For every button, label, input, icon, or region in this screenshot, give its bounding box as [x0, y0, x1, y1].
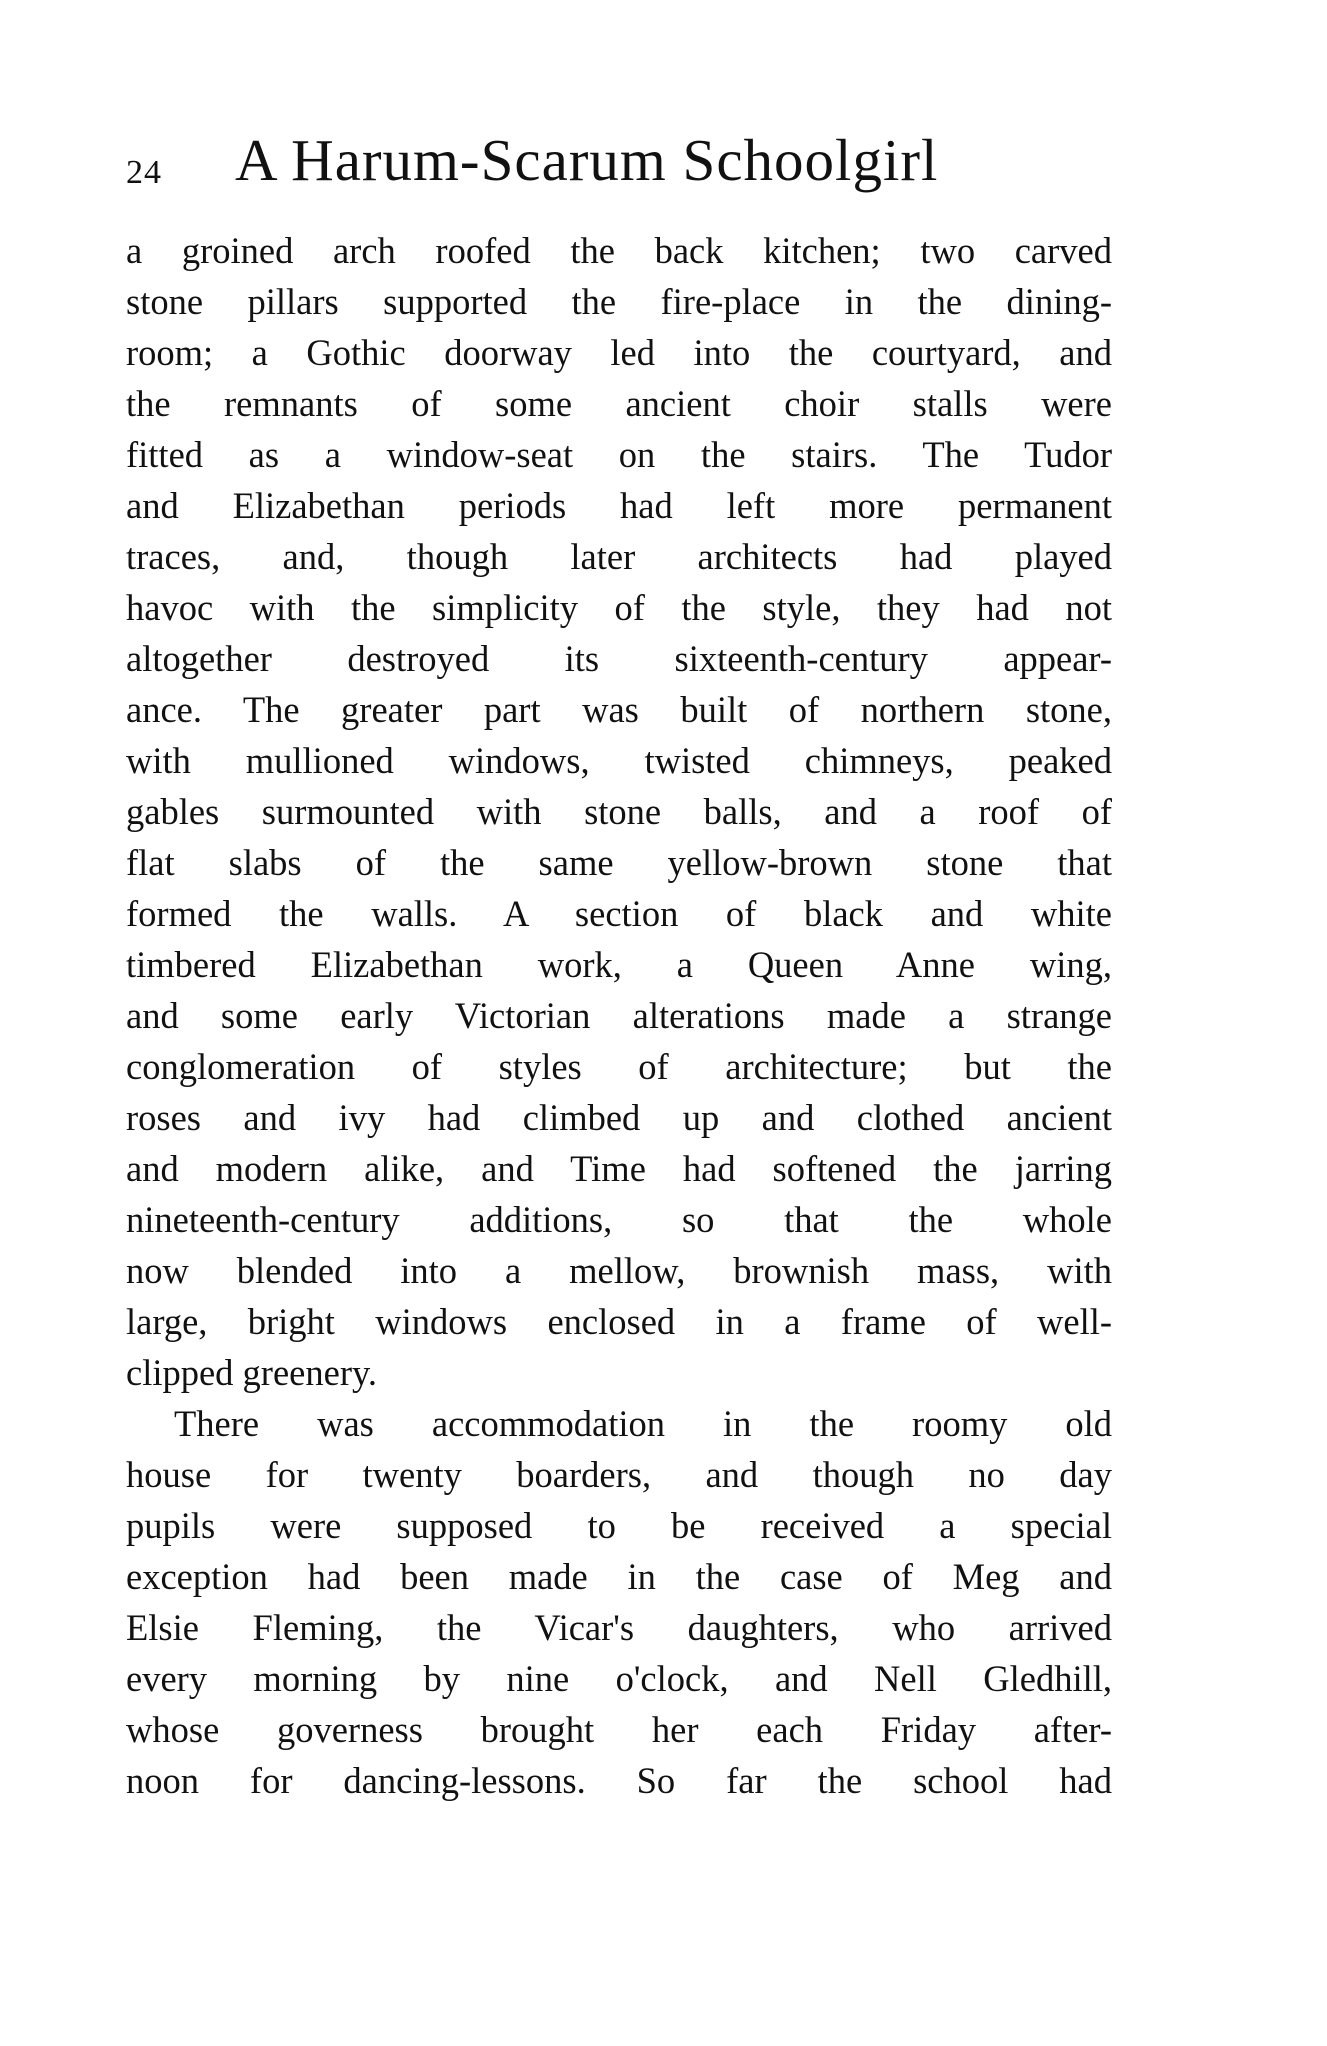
text-line: fitted as a window-seat on the stairs. The Tudor [126, 434, 1112, 475]
text-line: and some early Victorian alterations made a strange [126, 995, 1112, 1036]
text-line: and modern alike, and Time had softened the jarring [126, 1148, 1112, 1189]
running-title: A Harum-Scarum Schoolgirl [235, 127, 939, 193]
text-line: room; a Gothic doorway led into the courtyard, and [126, 332, 1112, 373]
text-line: havoc with the simplicity of the style, they had not [126, 587, 1112, 628]
text-line: flat slabs of the same yellow-brown stone that [126, 842, 1112, 883]
page-header [126, 115, 1086, 215]
text-line: traces, and, though later architects had played [126, 536, 1112, 577]
text-line: now blended into a mellow, brownish mass, with [126, 1250, 1112, 1291]
text-line: with mullioned windows, twisted chimneys, peaked [126, 740, 1112, 781]
text-line: a groined arch roofed the back kitchen; two carved [126, 230, 1112, 271]
text-line: pupils were supposed to be received a special [126, 1505, 1112, 1546]
text-line: nineteenth-century additions, so that the whole [126, 1199, 1112, 1240]
text-line: conglomeration of styles of architecture; but the [126, 1046, 1112, 1087]
text-line: timbered Elizabethan work, a Queen Anne wing, [126, 944, 1112, 985]
text-line: Elsie Fleming, the Vicar's daughters, who arrived [126, 1607, 1112, 1648]
text-line: every morning by nine o'clock, and Nell Gledhill, [126, 1658, 1112, 1699]
page-number: 24 [126, 154, 162, 191]
text-line: There was accommodation in the roomy old [174, 1403, 1112, 1444]
text-line: ance. The greater part was built of northern stone, [126, 689, 1112, 730]
text-line: and Elizabethan periods had left more permanent [126, 485, 1112, 526]
text-line: whose governess brought her each Friday after- [126, 1709, 1112, 1750]
text-line: large, bright windows enclosed in a frame of well- [126, 1301, 1112, 1342]
text-line: altogether destroyed its sixteenth-century appear- [126, 638, 1112, 679]
body-text [126, 225, 1112, 1806]
text-line: gables surmounted with stone balls, and a roof of [126, 791, 1112, 832]
text-line: formed the walls. A section of black and white [126, 893, 1112, 934]
text-line: stone pillars supported the fire-place in the dining- [126, 281, 1112, 322]
text-line: roses and ivy had climbed up and clothed ancient [126, 1097, 1112, 1138]
text-line: noon for dancing-lessons. So far the school had [126, 1760, 1112, 1801]
text-line: clipped greenery. [126, 1352, 377, 1393]
text-line: the remnants of some ancient choir stalls were [126, 383, 1112, 424]
text-line: house for twenty boarders, and though no day [126, 1454, 1112, 1495]
text-line: exception had been made in the case of Meg and [126, 1556, 1112, 1597]
